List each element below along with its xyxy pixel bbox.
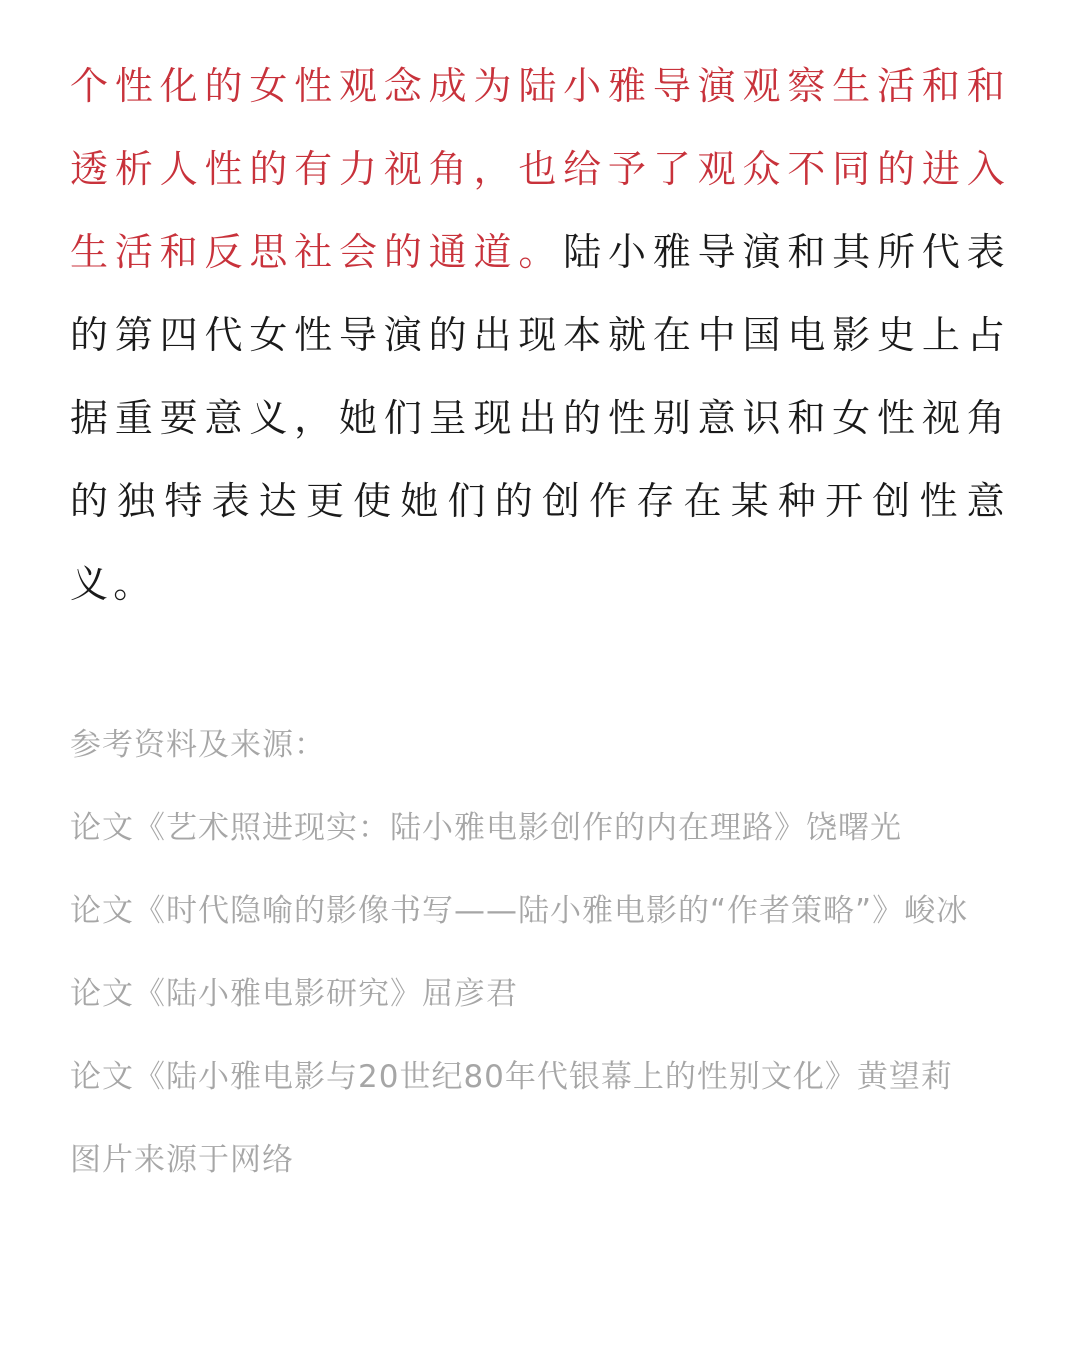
references-heading: 参考资料及来源： bbox=[70, 727, 326, 763]
main-paragraph bbox=[70, 45, 1010, 626]
reference-item: 论文《时代隐喻的影像书写——陆小雅电影的“作者策略”》峻冰 bbox=[70, 893, 969, 929]
reference-item: 论文《陆小雅电影研究》屈彦君 bbox=[70, 976, 518, 1012]
article-body bbox=[70, 45, 1010, 626]
image-source-note: 图片来源于网络 bbox=[70, 1142, 294, 1178]
highlighted-text: 个性化的女性观念成为陆小雅导演观察生活和和透析人性的有力视角，也给予了观众不同的进入生活和反思社会的通道。 bbox=[70, 64, 1010, 274]
references-section bbox=[70, 704, 1010, 1202]
body-text: 陆小雅导演和其所代表的第四代女性导演的出现本就在中国电影史上占据重要意义，她们呈现出的性别意识和女性视角的独特表达更使她们的创作存在某种开创性意义。 bbox=[70, 230, 1010, 606]
reference-item: 论文《陆小雅电影与20世纪80年代银幕上的性别文化》黄望莉 bbox=[70, 1059, 953, 1095]
reference-item: 论文《艺术照进现实：陆小雅电影创作的内在理路》饶曙光 bbox=[70, 810, 902, 846]
